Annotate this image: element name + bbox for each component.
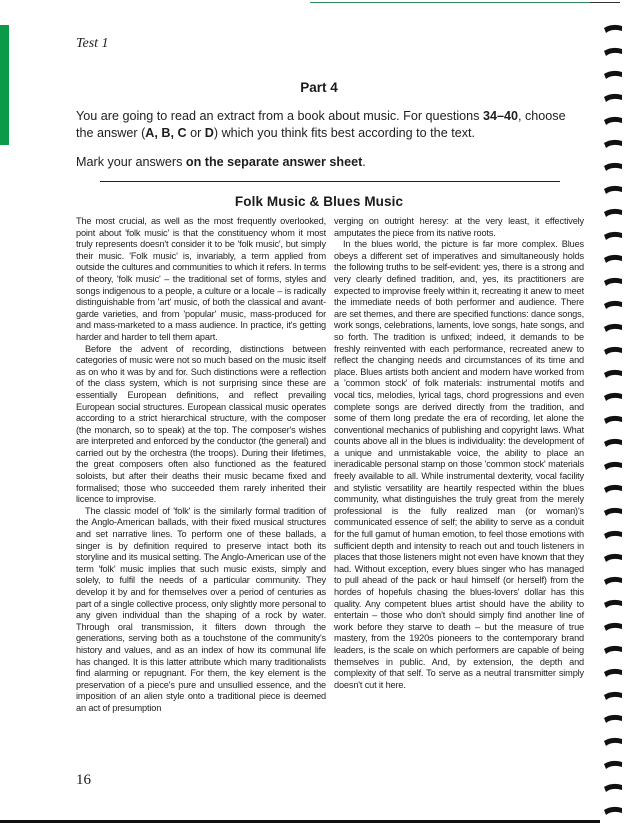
spiral-coil: [604, 439, 622, 447]
paragraph: The classic model of 'folk' is the similarly formal tradition of the Anglo-American ballads, with their fixed musical structures and set narrative lines. To perform one of these ballads, a singer is by definition required to preserve intact both its storyline and its musical setting. The Anglo-American use of the term 'folk' music implies that such music exists, simply and solely, to fulfil the needs of a particular community. They develop it by and for themselves over a period of centuries as part of a single collective process, only slightly more personal to any given individual than the shaping of a rock by water. Through oral transmission, it filters down through the generations, serving both as a touchstone of the community's history and values, and as an index of how its communal life has changed. It is this latter attribute which many traditionalists find alarming or repugnant. For them, the key element is the preservation of a piece's pure and unsullied essence, and the imposition of an alien style onto a traditional piece is deemed an act of presumption: [76, 505, 326, 713]
separator-rule: [100, 181, 560, 182]
paragraph: verging on outright heresy: at the very least, it effectively amputates the piece from its native roots.: [334, 216, 584, 238]
page-label: Test 1: [76, 36, 109, 51]
spiral-coil: [604, 807, 622, 815]
spiral-coil: [604, 623, 622, 631]
spiral-coil: [604, 761, 622, 769]
spiral-coil: [604, 186, 622, 194]
spiral-coil: [604, 347, 622, 355]
article-title: Folk Music & Blues Music: [234, 194, 404, 209]
spiral-coil: [604, 370, 622, 378]
answer-sheet-instruction: Mark your answers on the separate answer sheet.: [76, 155, 366, 169]
bottom-rule: [0, 820, 600, 823]
spiral-coil: [604, 416, 622, 424]
article-column-left: [76, 216, 326, 715]
spiral-coil: [604, 301, 622, 309]
spiral-coil: [604, 485, 622, 493]
spiral-coil: [604, 508, 622, 516]
spiral-coil: [604, 669, 622, 677]
spiral-binding: [598, 0, 638, 827]
spiral-coil: [604, 393, 622, 401]
spiral-coil: [604, 140, 622, 148]
spiral-coil: [604, 117, 622, 125]
part-title: Part 4: [300, 80, 338, 95]
spiral-coil: [604, 209, 622, 217]
spiral-coil: [604, 255, 622, 263]
spiral-coil: [604, 48, 622, 56]
spiral-coil: [604, 577, 622, 585]
paragraph: The most crucial, as well as the most frequently overlooked, point about 'folk music' is that the constituency whom it most truly represents doesn't consider it to be 'folk music', but simply their music. 'Folk music' is, invariably, a term applied from outside the cultures and communities to which it refers. In terms of theory, 'folk music' – the traditional set of forms, styles and songs indigenous to a people, a culture or a locale – is radically distinguishable from 'art' music, of both the classical and avant-garde varieties, and from 'popular' music, mass-produced for and mass-marketed to a mass audience. In practice, it's getting harder and harder to tell them apart.: [76, 216, 326, 342]
spiral-coil: [604, 646, 622, 654]
spiral-coil: [604, 462, 622, 470]
paragraph: Before the advent of recording, distinctions between categories of music were not so much based on the music itself as on who it was by and for. Such distinctions were a reflection of the class system, which is not surprising since these are essentially European definitions, and reflect prevailing European social structures. European classical music operates according to a strict hierarchical structure, with the composer (the monarch, so to speak) at the top. The composer's wishes are interpreted and enforced by the conductor (the general) and carried out by the orchestra (the troops). During their lifetimes, the great composers often also functioned as the featured soloists, but after their deaths their music became fixed and formalised; those who succeeded them rarely inherited their licence to improvise.: [76, 343, 326, 505]
spiral-coil: [604, 531, 622, 539]
article-column-right: [334, 216, 584, 691]
spiral-coil: [604, 278, 622, 286]
instructions-text: You are going to read an extract from a book about music. For questions 34–40, choose the answer (A, B, C or D) which you think fits best according to the text.: [76, 109, 566, 140]
spiral-coil: [604, 600, 622, 608]
spiral-coil: [604, 71, 622, 79]
page-number: 16: [76, 772, 91, 788]
paragraph: In the blues world, the picture is far more complex. Blues obeys a different set of imperatives and simultaneously holds the following truths to be self-evident: yes, there is a strong and very clearly defined tradition, and, yes, its practitioners are expected to improvise freely within it, recreating it anew to meet the immediate needs of both performer and audience. There are set themes, and there are specified functions: dance songs, work songs, celebrations, laments, love songs, hate songs, and so forth. The tradition is unfixed; indeed, it demands to be freshly reinvented with each performance, recreated anew to reflect the changing needs and circumstances of its time and place. Blues artists both ancient and modern have worked from a 'common stock' of folk materials: instrumental motifs and vocal tics, melodies, lyrical tags, chord progressions and even complete songs are derived directly from the tradition, and some of them long predate the era of recording, let alone the conventional mechanics of publishing and copyright laws. What counts above all in the blues is individuality: the development of a unique and unmistakable voice, the ability to place an ineradicable personal stamp on those 'common stock' materials freely available to all. While instrumental dexterity, vocal facility and stylistic versatility are heartily respected within the blues community, what distinguishes the truly great from the merely professional is the fully realized man (or woman)'s communicated essence of self; the ability to serve as a conduit for the full gamut of human emotion, to feel those emotions with sufficient depth and intensity to reach out and touch listeners in places that those listeners might not even have known that they had. Without exception, every blues singer who has managed to pull ahead of the pack or haul himself (or herself) from the hordes of hopefuls chasing the blues-lovers' dollar has this quality. Any competent blues artist should have the ability to entertain – those who don't should simply find another line of work before they starve to death – but the measure of true mastery, from the 1920s pioneers to the contemporary brand leaders, is the scale on which performers are capable of being themselves in public. And, by extension, the depth and complexity of that self. To serve as a neutral transmitter simply doesn't cut it here.: [334, 239, 584, 690]
spiral-coil: [604, 784, 622, 792]
spiral-coil: [604, 25, 622, 33]
spiral-coil: [604, 94, 622, 102]
spiral-coil: [604, 738, 622, 746]
spiral-coil: [604, 163, 622, 171]
spiral-coil: [604, 324, 622, 332]
spiral-coil: [604, 232, 622, 240]
spiral-coil: [604, 554, 622, 562]
spiral-coil: [604, 692, 622, 700]
top-rule: [310, 2, 610, 3]
spiral-coil: [604, 715, 622, 723]
